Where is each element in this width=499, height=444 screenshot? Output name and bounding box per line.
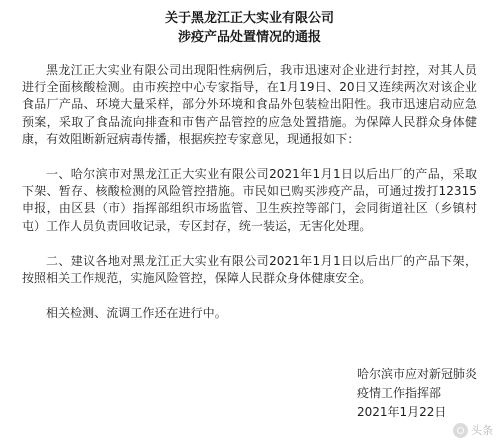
paragraph-item-two: 二、建议各地对黑龙江正大实业有限公司2021年1月1日以后出厂的产品下架，按照相关工作规范，实施风险管控，保障人民群众身体健康安全。 xyxy=(22,253,477,286)
title-line-1: 关于黑龙江正大实业有限公司 xyxy=(164,11,334,26)
signature-block xyxy=(357,365,477,422)
paragraph-item-one: 一、哈尔滨市对黑龙江正大实业有限公司2021年1月1日以后出厂的产品，采取下架、暂存、核酸检测的风险管控措施。市民如已购买涉疫产品，可通过拨打12315申报，由区县（市）指挥部组织市场监管、卫生疾控等部门，会同街道社区（乡镇村屯）工作人员负责回收记录，专区封存，统一装运，无害化处理。 xyxy=(22,167,477,233)
document-title xyxy=(22,9,477,47)
toutiao-logo-icon xyxy=(453,423,468,438)
watermark-text: 头条 xyxy=(471,424,493,437)
watermark xyxy=(453,422,493,438)
paragraph-intro: 黑龙江正大实业有限公司出现阳性病例后，我市迅速对企业进行封控，对其人员进行全面核酸检测。由市疾控中心专家指导，在1月19日、20日又连续两次对该企业食品厂产品、环境大量采样，部分外环境和食品外包装检出阳性。我市迅速启动应急预案，采取了食品流向排查和市售产品管控的应急处置措施。为保障人民群众身体健康，有效阻断新冠病毒传播，根据疾控专家意见，现通报如下： xyxy=(22,63,477,146)
signature-org-line-2: 疫情工作指挥部 xyxy=(356,386,441,400)
signature-date: 2021年1月22日 xyxy=(356,405,447,419)
paragraph-closing: 相关检测、流调工作还在进行中。 xyxy=(46,306,227,321)
signature-org-line-1: 哈尔滨市应对新冠肺炎 xyxy=(356,367,477,381)
title-line-2: 涉疫产品处置情况的通报 xyxy=(177,30,321,45)
